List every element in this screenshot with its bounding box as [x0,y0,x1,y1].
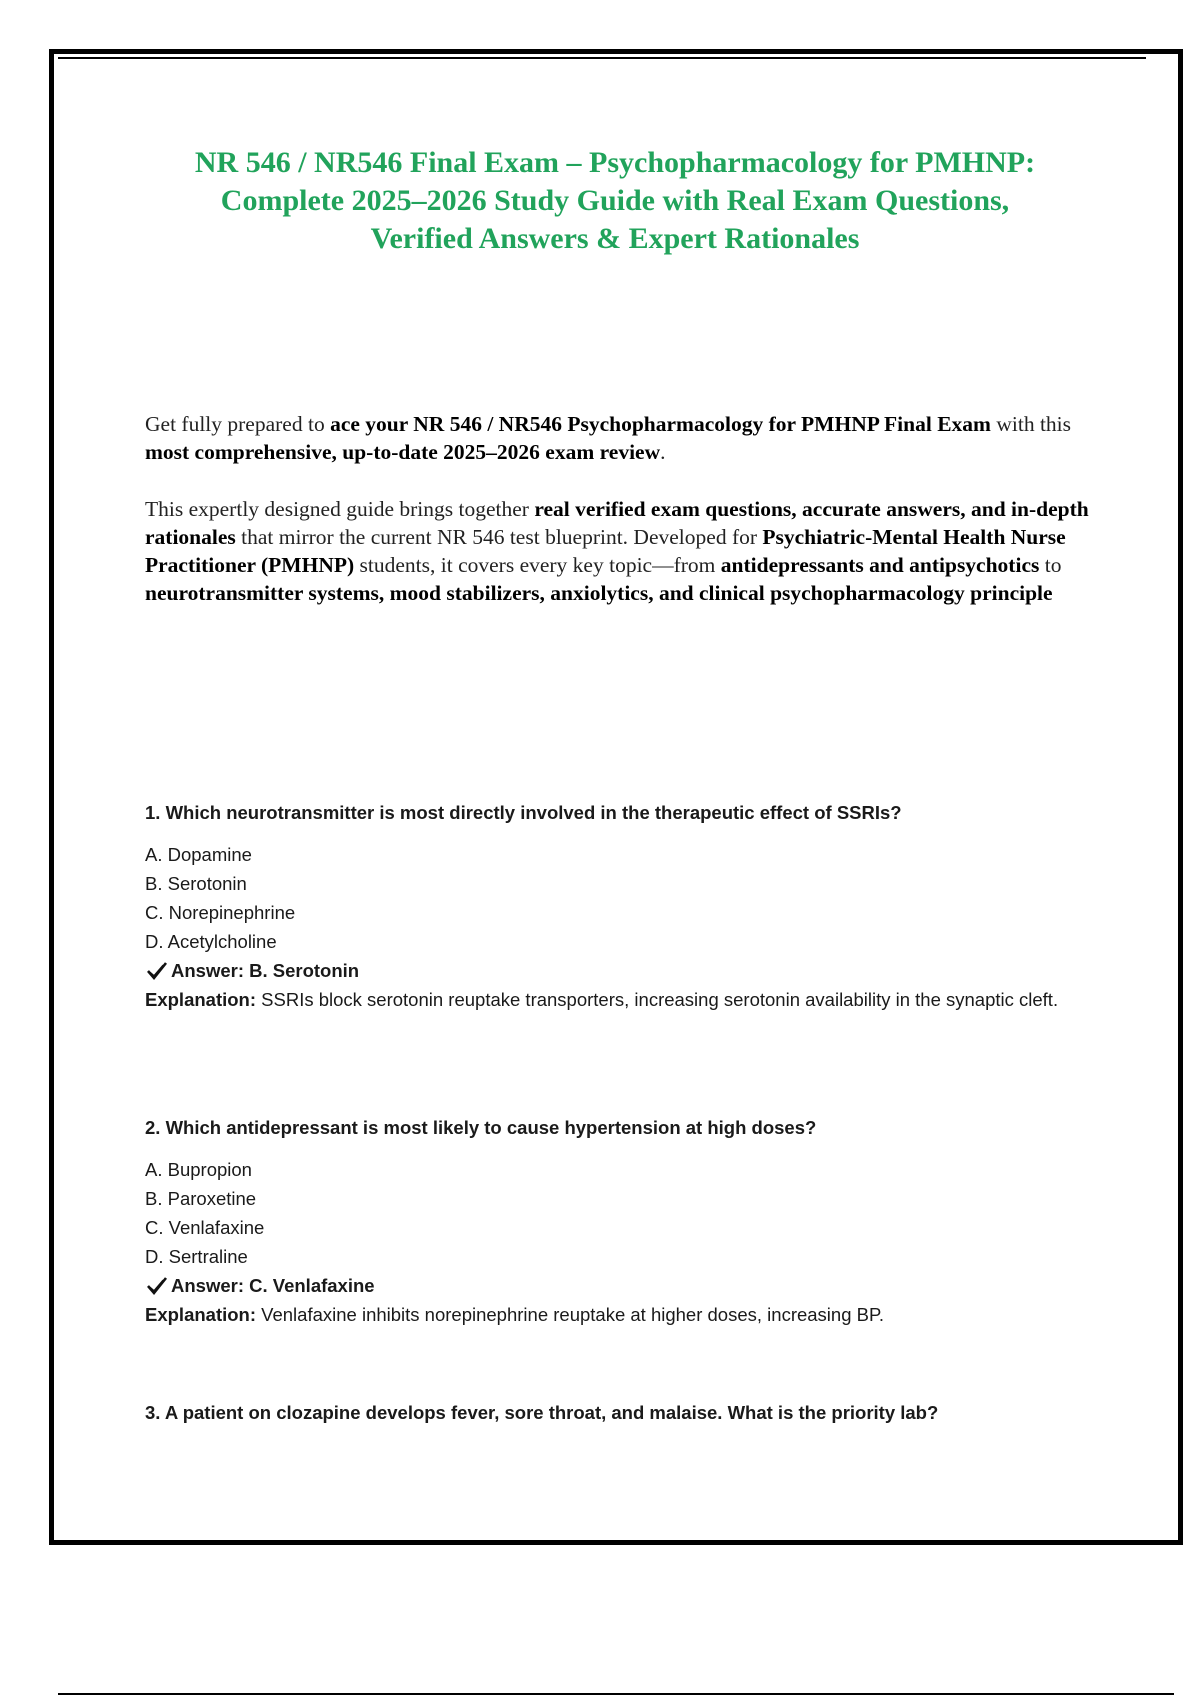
answer-option: D. Sertraline [145,1246,248,1267]
question-text: 2. Which antidepressant is most likely to cause hypertension at high doses? [145,1117,817,1138]
answer-option: B. Paroxetine [145,1188,257,1209]
checkmark-icon [145,1275,169,1297]
checkmark-icon [145,960,169,982]
bottom-rule [58,1693,1174,1695]
question-block-3 [145,1400,1065,1440]
question-block-1 [145,800,1065,1015]
answer-option: D. Acetylcholine [145,931,277,952]
title-line-1: NR 546 / NR546 Final Exam – Psychopharmacology for PMHNP: [194,146,1036,179]
answer-option: B. Serotonin [145,873,247,894]
answer-option: C. Venlafaxine [145,1217,265,1238]
frame-top-rule [58,57,1146,59]
correct-answer: Answer: C. Venlafaxine [145,1271,1065,1300]
explanation: Explanation: Venlafaxine inhibits norepinephrine reuptake at higher doses, increasing BP. [145,1304,885,1325]
intro-paragraph-2: This expertly designed guide brings together real verified exam questions, accurate answers, and in-depth rationales that mirror the current NR 546 test blueprint. Developed for Psychiatric-Mental Health Nurse Practitioner (PMHNP) students, it covers every key topic—from antidepressants and antipsychotics to neurotransmitter systems, mood stabilizers, anxiolytics, and clinical psychopharmacology principle [145,497,1089,605]
question-text: 1. Which neurotransmitter is most directly involved in the therapeutic effect of SSRIs? [145,802,902,823]
correct-answer: Answer: B. Serotonin [145,956,1065,985]
title-line-2: Complete 2025–2026 Study Guide with Real Exam Questions, [220,184,1010,217]
title-line-3: Verified Answers & Expert Rationales [370,222,860,255]
answer-option: A. Dopamine [145,844,252,865]
document-title [100,144,1130,258]
explanation: Explanation: SSRIs block serotonin reuptake transporters, increasing serotonin availability in the synaptic cleft. [145,989,1059,1010]
intro-paragraph-1: Get fully prepared to ace your NR 546 / NR546 Psychopharmacology for PMHNP Final Exam with this most comprehensive, up-to-date 2025–2026 exam review. [145,412,1072,464]
answer-option: A. Bupropion [145,1159,252,1180]
answer-option: C. Norepinephrine [145,902,296,923]
question-text: 3. A patient on clozapine develops fever, sore throat, and malaise. What is the priority lab? [145,1402,939,1423]
question-block-2 [145,1115,1065,1330]
